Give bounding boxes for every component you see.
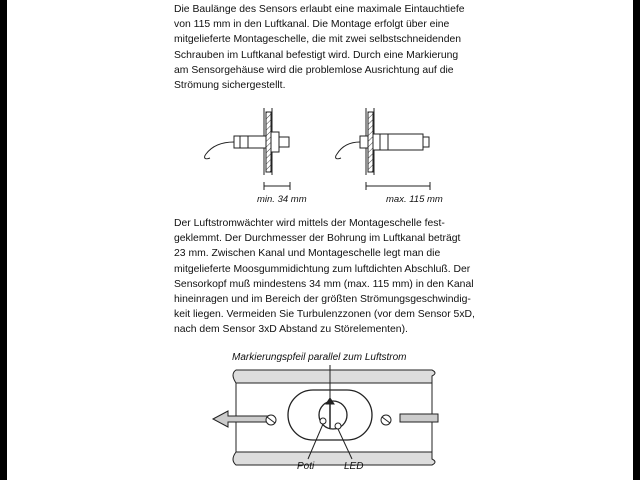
text-line: Die Baulänge des Sensors erlaubt eine maximale Eintauchtiefe — [174, 4, 465, 15]
duct-wall — [266, 112, 271, 172]
sensor-cable — [336, 142, 360, 159]
text-line: Sensorkopf muß mindestens 34 mm (max. 115 mm) in den Kanal — [174, 278, 474, 290]
text-line: keit liegen. Vermeiden Sie Turbulenzzonen (vor dem Sensor 5xD, — [174, 309, 475, 321]
text-line: Schrauben im Luftkanal befestigt wird. Durch eine Markierung — [174, 49, 459, 61]
sensor-tip — [423, 137, 429, 147]
caption-max-depth: max. 115 mm — [386, 194, 443, 205]
sensor-min-depth-drawing — [205, 108, 290, 190]
text-line: Der Luftstromwächter wird mittels der Montageschelle fest- — [174, 218, 445, 229]
led-dot — [335, 423, 341, 429]
poti-dot — [320, 418, 326, 424]
text-line: 23 mm. Zwischen Kanal und Montageschelle legt man die — [174, 248, 441, 260]
text-line: Strömung sichergestellt. — [174, 80, 286, 92]
text-line: von 115 mm in den Luftkanal. Die Montage erfolgt über eine — [174, 19, 450, 31]
text-line: mitgelieferte Moosgummidichtung zum luftdichten Abschluß. Der — [174, 263, 471, 275]
label-led: LED — [344, 461, 364, 472]
text-line: hineinragen und im Bereich der größten Strömungsgeschwindig- — [174, 294, 471, 306]
caption-min-depth: min. 34 mm — [257, 194, 307, 205]
duct-wall — [368, 112, 373, 172]
sensor-max-depth-drawing — [336, 108, 430, 190]
text-line: am Sensorgehäuse wird die problemlose Ausrichtung auf die — [174, 64, 454, 76]
sensor-body — [234, 136, 266, 148]
duct-top-view-drawing — [213, 365, 438, 465]
duct-wall-top — [233, 370, 435, 383]
text-line: mitgelieferte Montageschelle, die mit zwei selbstschneidenden — [174, 34, 462, 46]
caption-marker-arrow: Markierungspfeil parallel zum Luftstrom — [232, 352, 407, 363]
text-line: nach dem Sensor 3xD Abstand zu Störelementen). — [174, 324, 408, 336]
airflow-bar-right — [400, 414, 438, 422]
installation-paragraph — [174, 216, 474, 338]
label-poti: Poti — [297, 461, 315, 472]
sensor-cable — [205, 142, 234, 159]
sensor-body — [360, 136, 368, 148]
text-line: geklemmt. Der Durchmesser der Bohrung im Luftkanal beträgt — [174, 233, 461, 245]
airflow-arrow-left — [213, 411, 268, 427]
duct-wall-bottom — [233, 452, 435, 465]
sensor-tip — [279, 137, 289, 147]
